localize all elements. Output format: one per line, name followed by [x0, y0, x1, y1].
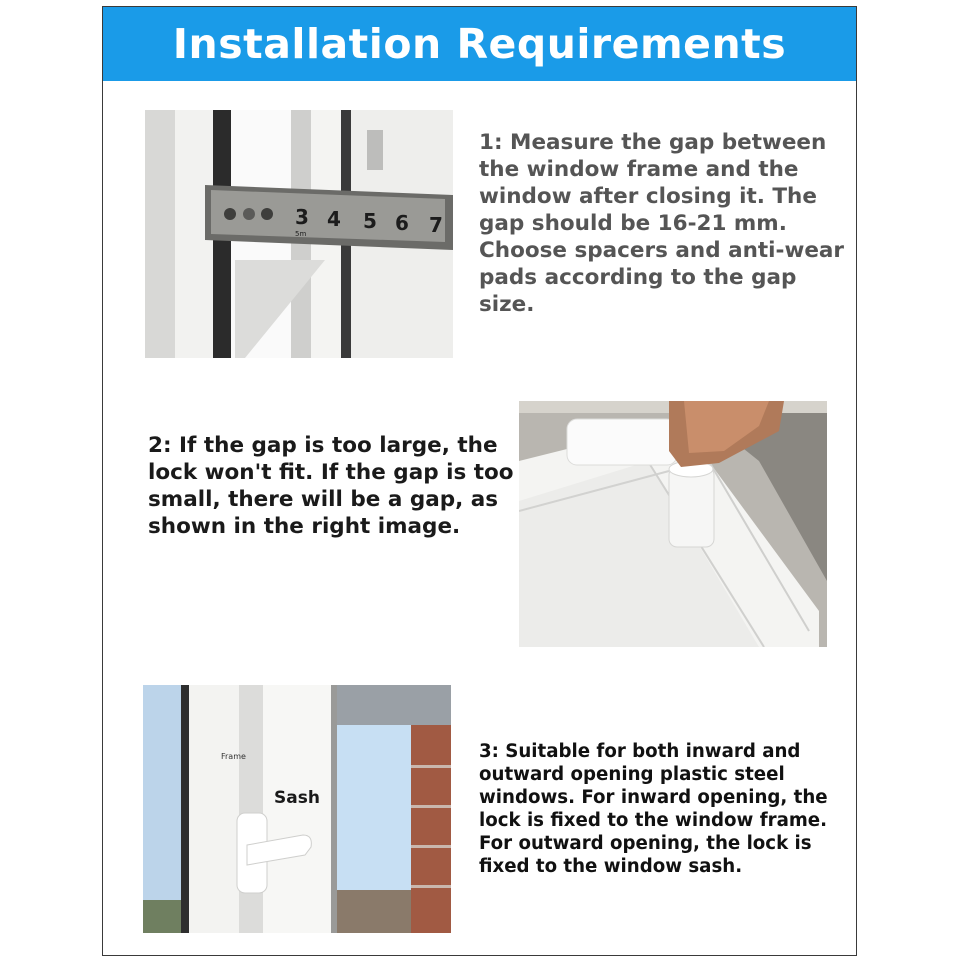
- frame-label: Frame: [221, 752, 246, 761]
- tape-number-5: 5: [363, 209, 377, 233]
- tape-unit: 5m: [295, 230, 307, 238]
- page-title: Installation Requirements: [172, 20, 787, 68]
- step-2-photo: [519, 401, 827, 647]
- step-3-text: 3: Suitable for both inward and outward opening plastic steel windows. For inward opening, the lock is fixed to the window frame. For outward opening, the lock is fixed to the window sash.: [479, 741, 828, 877]
- step-2-text: 2: If the gap is too large, the lock won't fit. If the gap is too small, there will be a gap, as shown in the right image.: [148, 433, 514, 539]
- sash-label: Sash: [274, 788, 320, 808]
- tape-measure-photo: [145, 110, 453, 358]
- step-3-photo: [143, 685, 451, 933]
- tape-number-6: 6: [395, 211, 409, 235]
- step-1-photo: [145, 110, 453, 358]
- tape-number-7: 7: [429, 213, 443, 237]
- instruction-sheet: [102, 6, 857, 956]
- tape-number-4: 4: [327, 207, 341, 231]
- tape-number-3: 3: [295, 205, 309, 229]
- step-1-text: 1: Measure the gap between the window frame and the window after closing it. The gap should be 16-21 mm. Choose spacers and anti-wear pads according to the gap size.: [479, 130, 845, 317]
- window-lock-closeup-photo: [519, 401, 827, 647]
- title-banner: [103, 7, 856, 81]
- installed-lock-photo: [143, 685, 451, 933]
